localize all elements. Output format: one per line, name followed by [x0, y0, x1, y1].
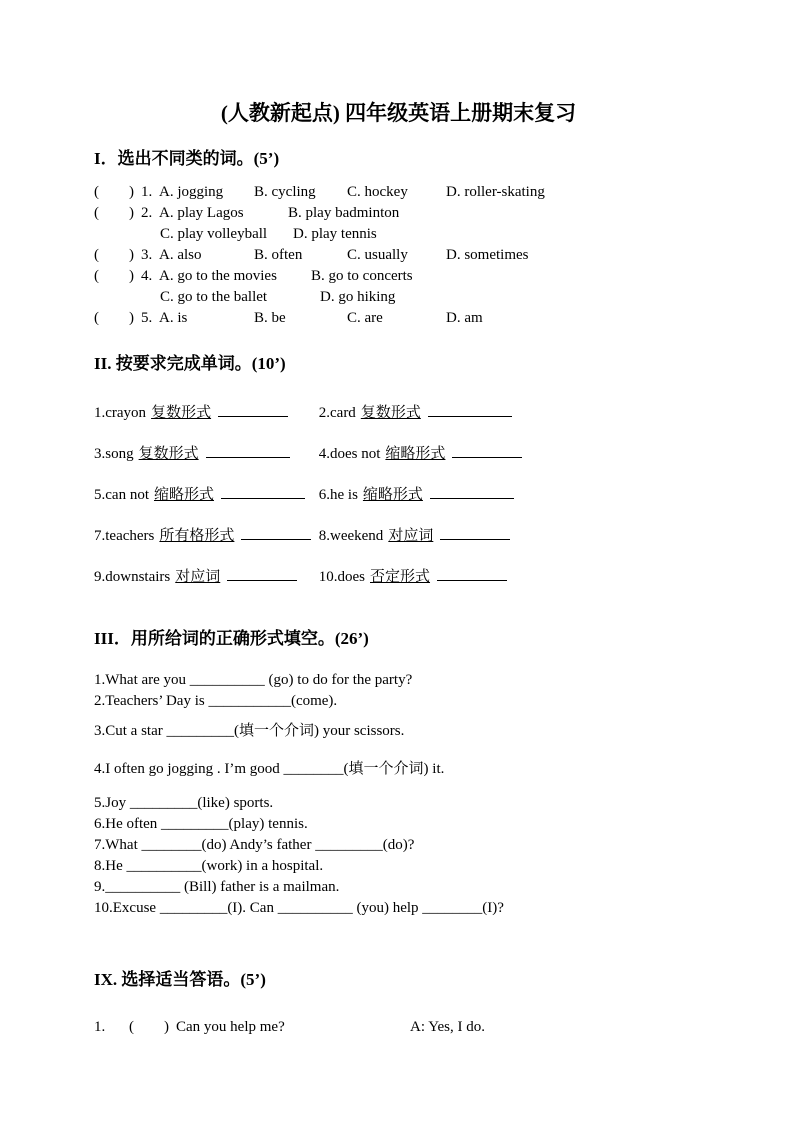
fill-in-sentence-2: 2.Teachers’ Day is ___________(come). — [94, 693, 338, 709]
question-row-4 — [94, 266, 703, 287]
section3-heading: III．用所给词的正确形式填空。(26’) — [94, 629, 369, 648]
form-term: 对应词 — [175, 569, 221, 585]
word-label: 2.card — [318, 405, 356, 421]
fill-in-sentence-5: 5.Joy _________(like) sports. — [94, 795, 274, 811]
word-label: 4.does not — [318, 446, 381, 462]
word-item-row — [94, 524, 703, 547]
page-title: (人教新起点) 四年级英语上册期末复习 — [220, 101, 577, 125]
word-item-row — [94, 565, 703, 588]
answer-blank[interactable] — [221, 483, 305, 499]
question-row-2-cont — [94, 224, 703, 245]
question-row-2 — [94, 203, 703, 224]
section2-heading: II. 按要求完成单词。(10’) — [94, 354, 286, 373]
fill-in-sentence-10: 10.Excuse _________(I). Can __________ (you) help ________(I)? — [94, 900, 504, 916]
form-term: 缩略形式 — [153, 487, 214, 503]
option-d: D. roller-skating — [446, 184, 545, 200]
word-label: 8.weekend — [318, 528, 384, 544]
answer-blank[interactable] — [206, 442, 290, 458]
question-number: 2. — [141, 205, 153, 221]
question-row-1 — [94, 182, 703, 203]
question-row-5 — [94, 308, 703, 329]
word-label: 7.teachers — [94, 528, 155, 544]
question-number: 1. — [141, 184, 153, 200]
answer-blank[interactable] — [241, 524, 311, 540]
section1-heading: I．选出不同类的词。(5’) — [94, 149, 280, 168]
match-question: Can you help me? — [176, 1019, 285, 1035]
word-label: 10.does — [318, 569, 365, 585]
fill-in-sentence-7: 7.What ________(do) Andy’s father _________(do)? — [94, 837, 415, 853]
form-term: 所有格形式 — [159, 528, 235, 544]
form-term: 缩略形式 — [362, 487, 423, 503]
answer-paren[interactable]: ( ) — [129, 1019, 169, 1035]
answer-paren[interactable]: ( ) — [94, 247, 134, 263]
option-b: B. often — [254, 247, 303, 263]
answer-blank[interactable] — [428, 401, 512, 417]
option-c: C. are — [347, 310, 383, 326]
option-a: A. also — [159, 247, 202, 263]
option-d: D. sometimes — [446, 247, 529, 263]
word-item-row — [94, 483, 703, 506]
option-d: D. play tennis — [293, 226, 377, 242]
fill-in-sentence-4: 4.I often go jogging . I’m good ________(填一个介词) it. — [94, 761, 445, 777]
option-a: A. go to the movies — [159, 268, 277, 284]
option-d: D. go hiking — [320, 289, 396, 305]
form-term: 复数形式 — [360, 405, 421, 421]
form-term: 对应词 — [388, 528, 434, 544]
answer-paren[interactable]: ( ) — [94, 310, 134, 326]
question-number: 5. — [141, 310, 153, 326]
answer-paren[interactable]: ( ) — [94, 268, 134, 284]
question-row-3 — [94, 245, 703, 266]
option-a: A. jogging — [159, 184, 224, 200]
question-number: 1. — [94, 1019, 106, 1035]
option-a: A. play Lagos — [159, 205, 244, 221]
answer-blank[interactable] — [430, 483, 514, 499]
option-a: A. is — [159, 310, 188, 326]
answer-blank[interactable] — [218, 401, 288, 417]
option-b: B. cycling — [254, 184, 316, 200]
answer-paren[interactable]: ( ) — [94, 184, 134, 200]
answer-blank[interactable] — [227, 565, 297, 581]
form-term: 否定形式 — [370, 569, 431, 585]
option-b: B. be — [254, 310, 286, 326]
option-c: C. play volleyball — [160, 226, 268, 242]
answer-paren[interactable]: ( ) — [94, 205, 134, 221]
option-d: D. am — [446, 310, 483, 326]
fill-in-sentence-9: 9.__________ (Bill) father is a mailman. — [94, 879, 340, 895]
word-label: 3.song — [94, 446, 134, 462]
answer-blank[interactable] — [440, 524, 510, 540]
answer-blank[interactable] — [452, 442, 522, 458]
fill-in-sentence-8: 8.He __________(work) in a hospital. — [94, 858, 324, 874]
option-c: C. usually — [347, 247, 408, 263]
question-row-4-cont — [94, 287, 703, 308]
question-number: 4. — [141, 268, 153, 284]
word-label: 1.crayon — [94, 405, 147, 421]
word-label: 6.he is — [318, 487, 358, 503]
match-answer: A: Yes, I do. — [410, 1019, 486, 1035]
word-item-row — [94, 442, 703, 465]
option-b: B. play badminton — [288, 205, 400, 221]
match-answer-row — [94, 1017, 703, 1038]
question-number: 3. — [141, 247, 153, 263]
fill-in-sentence-3: 3.Cut a star _________(填一个介词) your scissors. — [94, 723, 405, 739]
word-label: 9.downstairs — [94, 569, 171, 585]
option-c: C. go to the ballet — [160, 289, 268, 305]
option-b: B. go to concerts — [311, 268, 413, 284]
form-term: 复数形式 — [151, 405, 212, 421]
fill-in-sentence-1: 1.What are you __________ (go) to do for the party? — [94, 672, 413, 688]
option-c: C. hockey — [347, 184, 408, 200]
word-label: 5.can not — [94, 487, 149, 503]
answer-blank[interactable] — [437, 565, 507, 581]
word-item-row — [94, 401, 703, 424]
form-term: 缩略形式 — [385, 446, 446, 462]
form-term: 复数形式 — [138, 446, 199, 462]
fill-in-sentence-6: 6.He often _________(play) tennis. — [94, 816, 308, 832]
section9-heading: IX. 选择适当答语。(5’) — [94, 970, 266, 989]
